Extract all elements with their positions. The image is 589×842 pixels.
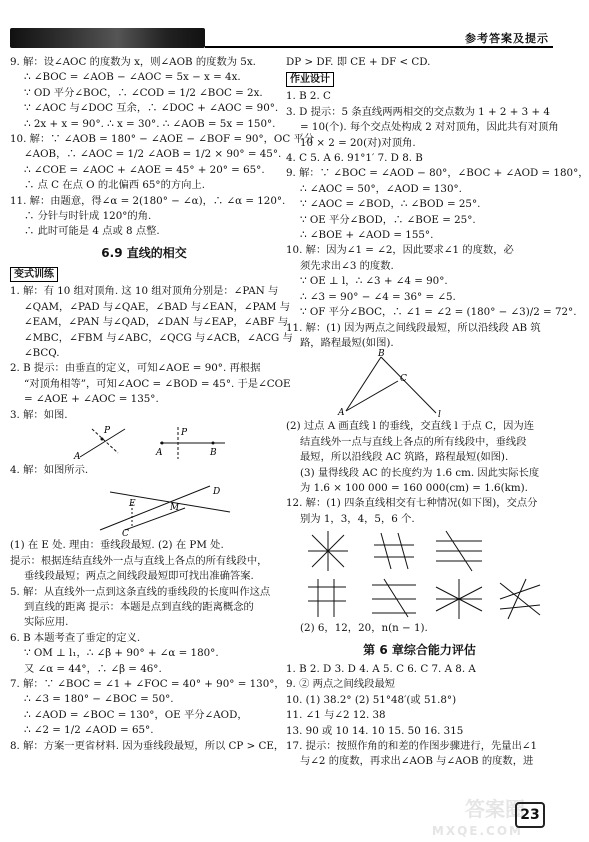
text-line: 须先求出∠3 的度数.	[300, 259, 394, 272]
text-line: 别为 1，3，4，5，6 个.	[300, 512, 415, 525]
section-tag: 作业设计	[286, 72, 334, 87]
figure-q11	[286, 351, 553, 419]
text-line: ∴ ∠AOD = ∠BOC = 130°，OE 平分∠AOD，	[24, 708, 248, 721]
triangle-road-diagram	[286, 351, 546, 419]
text-line: (3) 量得线段 AC 的长度约为 1.6 cm. 因此实际长度	[300, 466, 540, 479]
text-line: 9. 解：∵ ∠BOC = ∠AOD − 80°，∠BOC + ∠AOD = 180°，	[286, 167, 589, 180]
text-line: 8. 解：方案一更省材料. 因为垂线段最短，所以 CP > CE，	[10, 739, 285, 752]
text-line: ∴ ∠BOC = ∠AOB − ∠AOC = 5x − x = 4x.	[24, 71, 241, 84]
text-line: ∴ ∠AOC = 50°，∠AOD = 130°.	[300, 182, 462, 195]
road-diagram	[10, 478, 270, 538]
text-line: 4. 解：如图所示.	[10, 463, 89, 476]
text-line: ∵ OD 平分∠BOC，∴ ∠COD = 1/2 ∠BOC = 2x.	[24, 86, 263, 99]
text-line: 3. D 提示：5 条直线两两相交的交点数为 1 + 2 + 3 + 4	[286, 105, 550, 118]
text-line: 6. B 本题考查了垂定的定义.	[10, 631, 141, 644]
section-title: 6.9 直线的相交	[101, 245, 187, 260]
text-line: ∴ ∠COE = ∠AOC + ∠AOE = 45° + 20° = 65°.	[24, 163, 265, 176]
label-A: A	[338, 408, 345, 419]
perpendicular-diagram	[10, 423, 270, 463]
figure-q12	[286, 527, 553, 621]
text-line: 与∠2 的度数，再求出∠AOB 与∠AOB 的度数，进	[300, 755, 534, 768]
label-P2: P	[181, 427, 188, 438]
text-line: 11. ∠1 与∠2 12. 38	[286, 709, 386, 722]
text-line: ∴ 2x + x = 90°. ∴ x = 30°. ∴ ∠AOB = 5x = 150°.	[24, 117, 276, 130]
text-line: 1. B 2. C	[286, 90, 331, 103]
label-B: B	[378, 349, 385, 360]
text-line: 13. 90 或 10 14. 10 15. 50 16. 315	[286, 724, 464, 737]
watermark-logo: 答案圈	[465, 797, 525, 821]
watermark-url: MXQE.COM	[431, 824, 523, 838]
text-line: 9. ② 两点之间线段最短	[286, 678, 396, 691]
text-line: ∵ ∠AOC = ∠BOD，∴ ∠BOD = 25°.	[300, 198, 481, 211]
text-line: ∠MBC，∠FBM 与∠ABC，∠QCG 与∠ACB，∠ACG 与	[24, 331, 293, 344]
text-line: ∴ 点 C 在点 O 的北偏西 65°的方向上.	[24, 179, 206, 192]
text-line: ∴ ∠2 = 1/2 ∠AOD = 65°.	[24, 724, 154, 737]
right-column	[286, 55, 589, 770]
text-line: ∵ OF 平分∠BOC，∴ ∠1 = ∠2 = (180° − ∠3)/2 = 72°.	[300, 306, 577, 319]
text-line: 3. 解：如图.	[10, 408, 68, 421]
text-line: 10. (1) 38.2° (2) 51°48′(或 51.8°)	[286, 693, 457, 706]
text-line: 最短，所以沿线段 AC 筑路，路程最短(如图).	[300, 451, 509, 464]
text-line: ∠BCQ.	[24, 346, 60, 359]
text-line: ∵ OE ⊥ l，∴ ∠3 + ∠4 = 90°.	[300, 275, 448, 288]
text-line: = 10(个). 每个交点处构成 2 对对顶角，因此共有对顶角	[300, 121, 559, 134]
four-lines-diagram	[286, 527, 546, 621]
text-line: 实际应用.	[24, 616, 69, 629]
text-line: ∠EAM，∠PAN 与∠QAD，∠DAN 与∠EAP，∠ABF 与	[24, 316, 289, 329]
text-line: 提示：根据连结直线外一点与直线上各点的所有线段中，	[10, 554, 268, 567]
label-A: A	[74, 451, 81, 462]
text-line: ∴ 此时可能是 4 点或 8 点整.	[24, 225, 160, 238]
label-C: C	[400, 374, 407, 385]
text-line: ∠AOB，∴ ∠AOC = 1/2 ∠AOB = 1/2 × 90° = 45°.	[24, 148, 282, 161]
label-M: M	[170, 503, 180, 514]
label-A2: A	[156, 447, 163, 458]
text-line: 12. 解：(1) 四条直线相交有七种情况(如下图)，交点分	[286, 497, 538, 510]
text-line: 10. 解：∵ ∠AOB = 180° − ∠AOE − ∠BOF = 90°，OC 平分	[10, 133, 315, 146]
header-title: 参考答案及提示	[465, 32, 549, 45]
text-line: 10 × 2 = 20(对)对顶角.	[300, 136, 416, 149]
text-line: 5. 解：从直线外一点到这条直线的垂线段的长度叫作这点	[10, 585, 271, 598]
text-line: (2) 过点 A 画直线 l 的垂线，交直线 l 于点 C，因为连	[286, 420, 535, 433]
text-line: 1. 解：有 10 组对顶角. 这 10 组对顶角分别是：∠PAN 与	[10, 285, 279, 298]
text-line: 结直线外一点与直线上各点的所有线段中，垂线段	[300, 435, 527, 448]
text-line: 11. 解：由题意，得∠α = 2(180° − ∠α)，∴ ∠α = 120°.	[10, 194, 286, 207]
header-rule	[205, 46, 553, 48]
figure-q4	[10, 478, 278, 538]
text-line: ∵ ∠AOC 与∠DOC 互余，∴ ∠DOC + ∠AOC = 90°.	[24, 102, 279, 115]
text-line: ∠QAM，∠PAD 与∠QAE，∠BAD 与∠EAN，∠PAM 与	[24, 300, 291, 313]
text-line: 到直线的距离 提示：本题是点到直线的距离概念的	[24, 600, 254, 613]
figure-q3	[10, 423, 278, 463]
header-band	[0, 0, 563, 52]
text-line: 1. B 2. D 3. D 4. A 5. C 6. C 7. A 8. A	[286, 662, 476, 675]
text-line: (2) 6，12，20，n(n − 1).	[300, 622, 428, 635]
text-line: 又 ∠α = 44°，∴ ∠β = 46°.	[24, 662, 162, 675]
text-line: 10. 解：因为∠1 = ∠2，因此要求∠1 的度数，必	[286, 244, 514, 257]
text-line: 9. 解：设∠AOC 的度数为 x，则∠AOB 的度数为 5x.	[10, 56, 256, 68]
text-line: 4. C 5. A 6. 91°1′ 7. D 8. B	[286, 152, 423, 165]
text-line: ∵ OM ⊥ l₁，∴ ∠β + 90° + ∠α = 180°.	[24, 647, 219, 660]
decorative-banner	[10, 28, 205, 48]
label-D: D	[213, 487, 221, 498]
text-line: ∴ ∠3 = 180° − ∠BOC = 50°.	[24, 693, 174, 706]
text-line: 为 1.6 × 100 000 = 160 000(cm) = 1.6(km).	[300, 481, 528, 494]
text-line: “对顶角相等”，可知∠AOC = ∠BOD = 45°. 于是∠COE	[24, 377, 291, 390]
label-P: P	[104, 425, 111, 436]
text-line: 路，路程最短(如图).	[300, 336, 394, 349]
text-line: DP > DF. 即 CE + DF < CD.	[286, 56, 431, 68]
text-line: = ∠AOE + ∠AOC = 135°.	[24, 393, 159, 406]
text-line: 2. B 提示：由垂直的定义，可知∠AOE = 90°. 再根据	[10, 362, 261, 375]
page-number: 23	[515, 802, 545, 828]
text-line: 7. 解：∵ ∠BOC = ∠1 + ∠FOC = 40° + 90° = 130°，	[10, 678, 285, 690]
text-line: 17. 提示：按照作角的和差的作图步骤进行，先量出∠1	[286, 740, 538, 752]
label-B: B	[210, 447, 217, 458]
text-line: ∴ ∠BOE + ∠AOD = 155°.	[300, 229, 434, 242]
text-line: ∵ OE 平分∠BOD，∴ ∠BOE = 25°.	[300, 213, 476, 226]
section-title: 第 6 章综合能力评估	[363, 642, 476, 657]
text-line: (1) 在 E 处. 理由：垂线段最短. (2) 在 PM 处.	[10, 539, 224, 552]
text-line: 垂线段最短；两点之间线段最短即可找出准确答案.	[24, 570, 254, 583]
text-line: ∴ 分针与时针成 120°的角.	[24, 210, 152, 223]
label-l: l	[438, 410, 441, 421]
label-C: C	[122, 529, 129, 540]
section-tag: 变式训练	[10, 267, 58, 282]
text-line: ∴ ∠3 = 90° − ∠4 = 36° = ∠5.	[300, 290, 456, 303]
text-line: 11. 解：(1) 因为两点之间线段最短，所以沿线段 AB 筑	[286, 321, 541, 334]
label-E: E	[129, 499, 136, 510]
